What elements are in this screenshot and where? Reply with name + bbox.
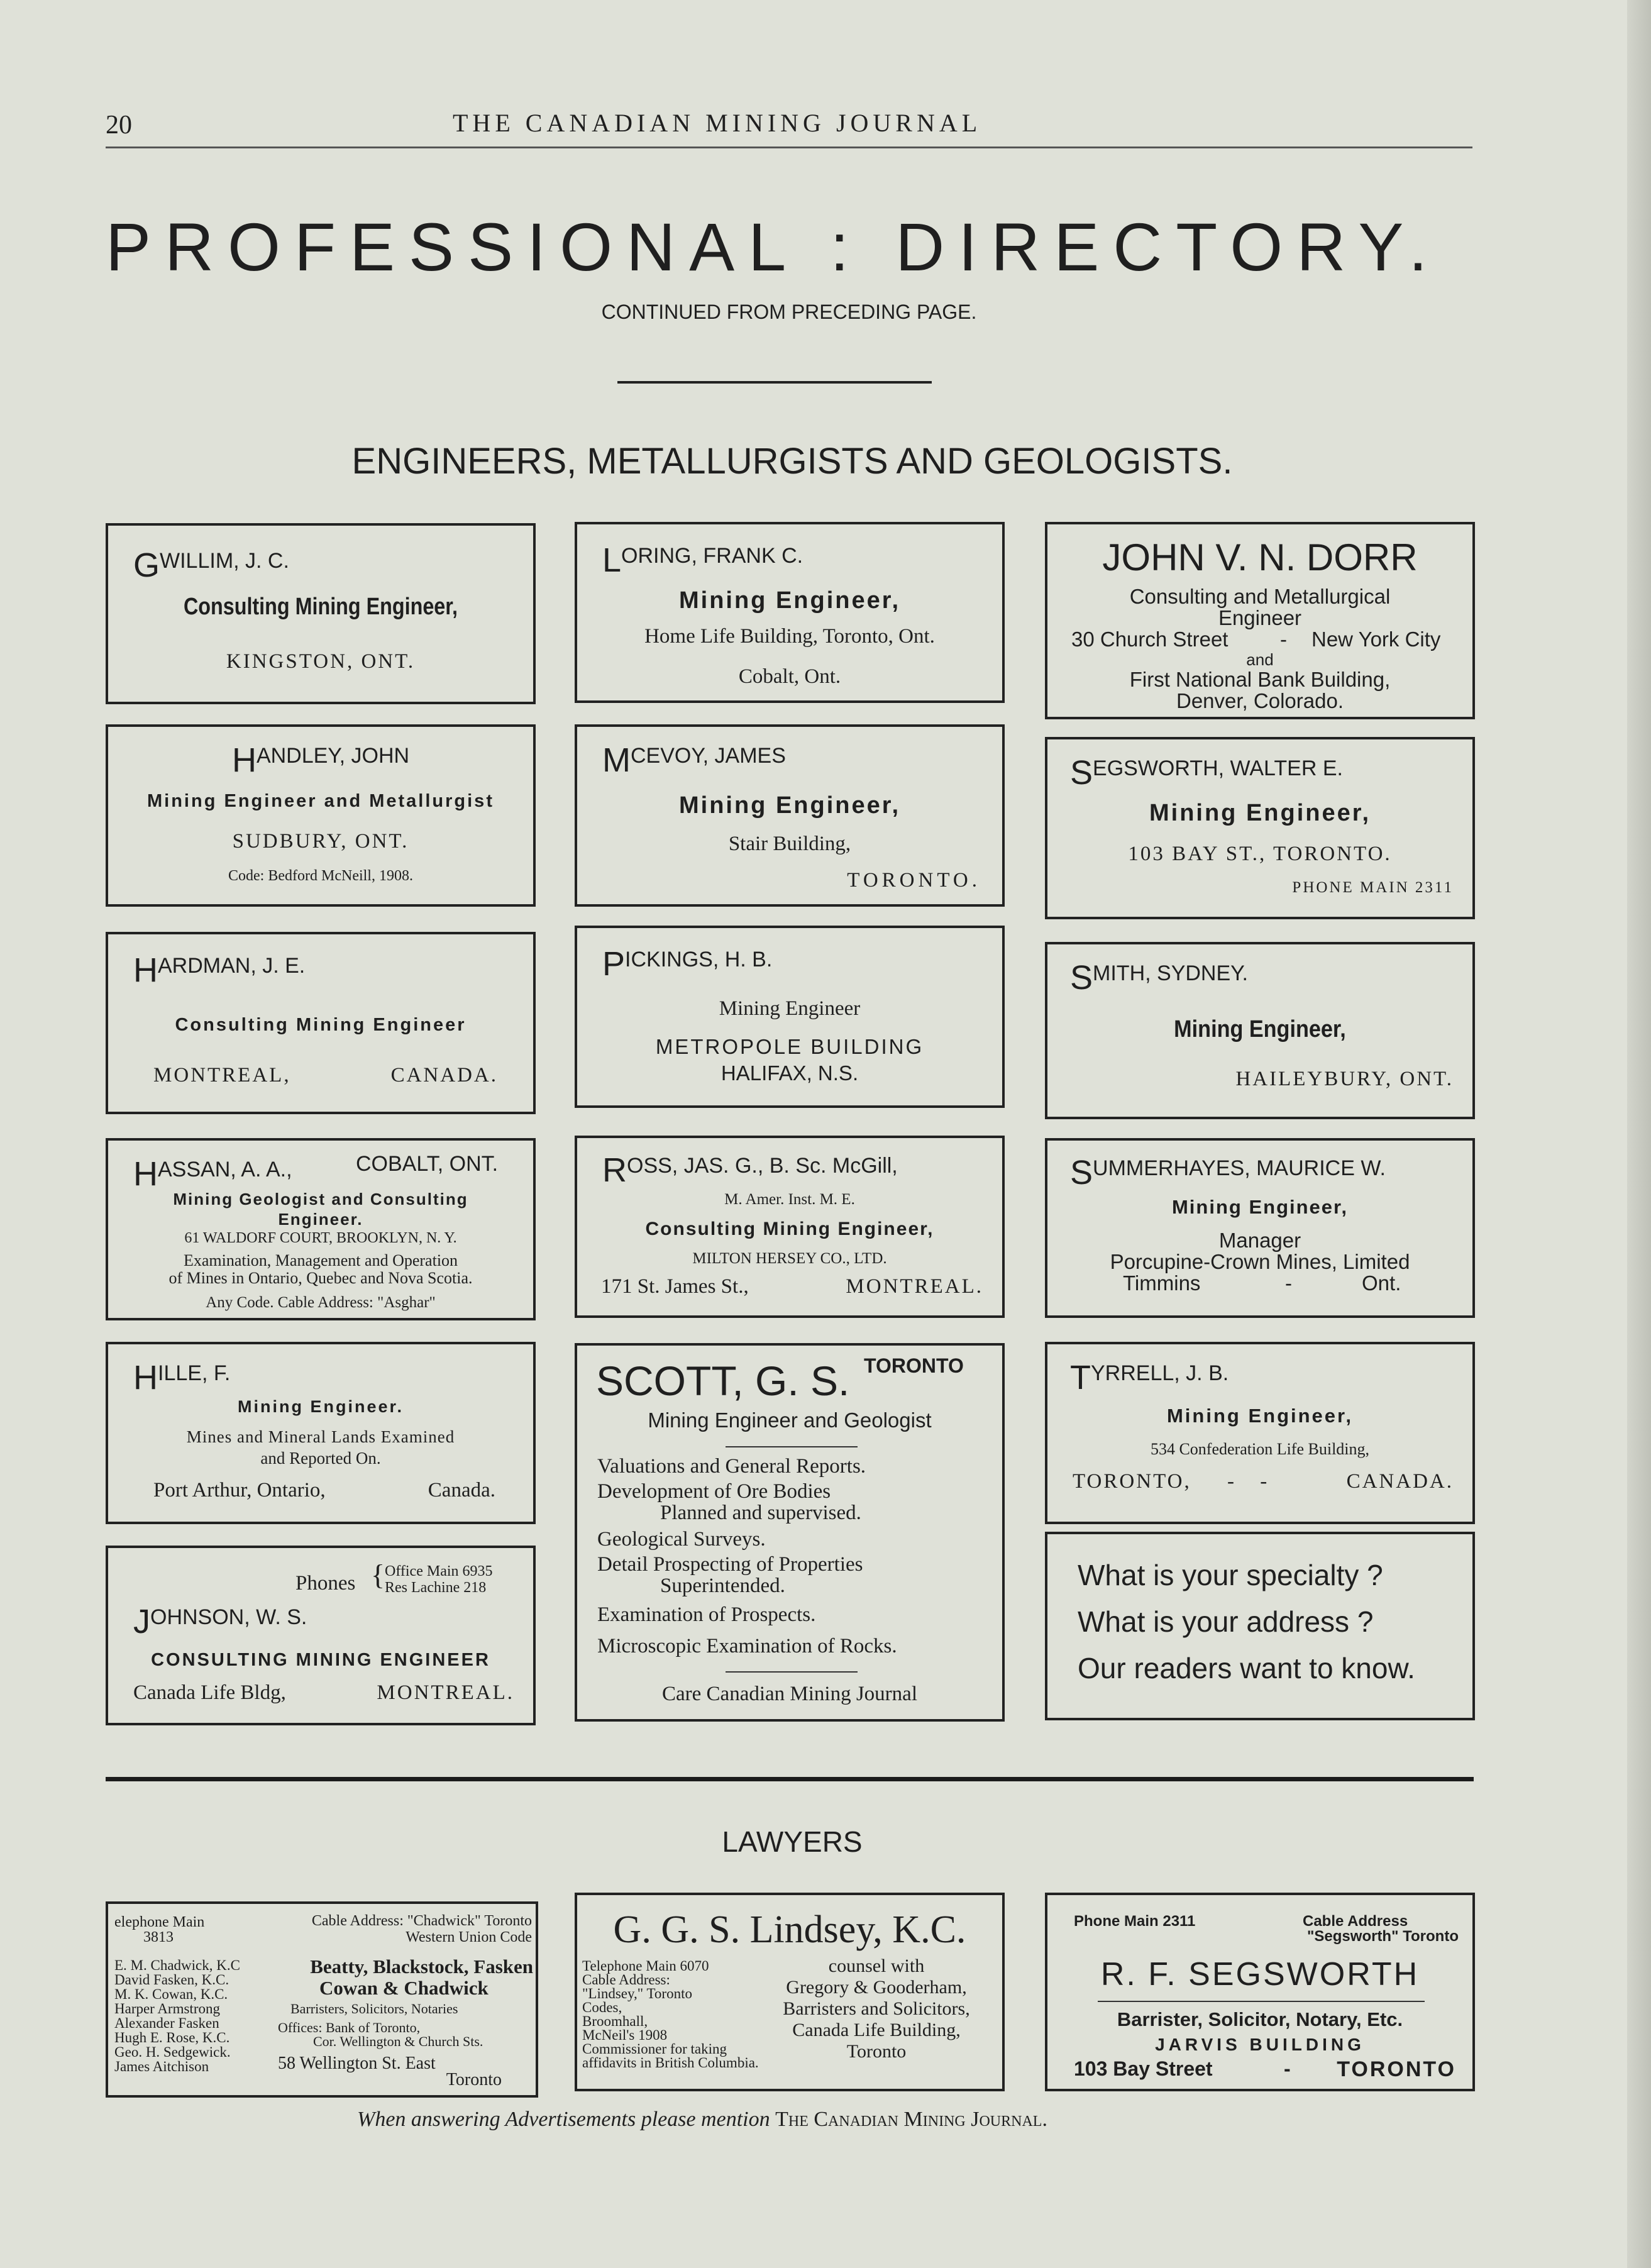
card-line: Consulting and Metallurgical	[1129, 585, 1391, 608]
card-name: SUMMERHAYES, MAURICE W.	[1070, 1154, 1386, 1192]
divider	[1098, 2001, 1425, 2002]
card-name: ROSS, JAS. G., B. Sc. McGill,	[602, 1151, 898, 1189]
card-title: Mining Engineer,	[1174, 1016, 1346, 1043]
card-title: Consulting Mining Engineer,	[645, 1219, 934, 1239]
card-title: Mining Engineer,	[1166, 1405, 1353, 1427]
card-johnson	[106, 1546, 536, 1725]
card-city: MONTREAL.	[377, 1681, 514, 1704]
card-address: 103 Bay Street	[1074, 2057, 1213, 2080]
card-hardman	[106, 932, 536, 1114]
card-city: SUDBURY, ONT.	[232, 830, 409, 853]
card-name: MCEVOY, JAMES	[602, 741, 786, 779]
card-dorr	[1045, 522, 1475, 719]
card-city: Port Arthur, Ontario,	[153, 1479, 326, 1502]
partner-name: Alexander Fasken	[114, 2015, 219, 2031]
partner-name: James Aitchison	[114, 2059, 209, 2074]
card-city: MONTREAL.	[846, 1275, 983, 1298]
card-phone: 3813	[143, 1929, 174, 1945]
card-address: Stair Building,	[728, 833, 851, 855]
card-description: Barrister, Solicitor, Notary, Etc.	[1117, 2008, 1403, 2030]
card-summerhayes	[1045, 1138, 1475, 1318]
card-line: of Mines in Ontario, Quebec and Nova Scotia.	[168, 1269, 473, 1287]
card-country: Canada.	[428, 1479, 495, 1502]
card-title: Mining Engineer,	[678, 587, 901, 614]
card-line: METROPOLE BUILDING	[655, 1035, 924, 1058]
counsel-line: Canada Life Building,	[792, 2020, 961, 2040]
card-title: Mining Engineer.	[237, 1397, 404, 1416]
card-title: Mining Engineer,	[1171, 1196, 1348, 1218]
card-building: JARVIS BUILDING	[1155, 2035, 1365, 2054]
page-title: PROFESSIONAL : DIRECTORY.	[106, 209, 1442, 285]
card-address: 171 St. James St.,	[601, 1275, 749, 1298]
card-city: TORONTO	[864, 1354, 964, 1377]
contact-line: Broomhall,	[582, 2013, 648, 2029]
card-title: Mining Geologist and Consulting	[173, 1190, 468, 1209]
divider	[617, 381, 932, 384]
footer-text: When answering Advertisements please mention	[357, 2108, 770, 2131]
card-line: and	[1246, 650, 1274, 669]
card-dash: -	[1280, 628, 1287, 651]
card-phones-label: Phones	[295, 1572, 356, 1595]
contact-line: Telephone Main 6070	[582, 1958, 709, 1974]
card-title: CONSULTING MINING ENGINEER	[151, 1650, 490, 1670]
card-lindsey	[575, 1893, 1005, 2091]
card-phone: elephone Main	[114, 1914, 205, 1930]
card-line: Denver, Colorado.	[1176, 689, 1344, 712]
card-promo	[1045, 1532, 1475, 1720]
card-address: 30 Church Street	[1071, 628, 1229, 651]
card-city: TORONTO.	[847, 869, 981, 892]
card-handley	[106, 724, 536, 907]
card-country: CANADA.	[1346, 1470, 1454, 1493]
section-divider	[106, 1777, 1474, 1781]
card-name: GWILLIM, J. C.	[133, 546, 289, 584]
header-rule	[106, 147, 1472, 148]
contact-list	[582, 1959, 759, 2070]
card-city: Timmins	[1123, 1271, 1201, 1295]
card-dash: -	[1285, 1271, 1292, 1295]
journal-header: THE CANADIAN MINING JOURNAL	[453, 109, 982, 137]
firm-offices: Offices: Bank of Toronto,	[278, 2020, 421, 2035]
footer-note	[357, 2108, 1047, 2132]
card-country: CANADA.	[390, 1064, 498, 1087]
card-city: MONTREAL,	[153, 1064, 291, 1087]
card-city: COBALT, ONT.	[356, 1152, 499, 1176]
card-name: HARDMAN, J. E.	[133, 951, 306, 989]
service-item: Development of Ore Bodies	[597, 1480, 831, 1503]
divider	[726, 1671, 858, 1673]
card-city: HAILEYBURY, ONT.	[1235, 1068, 1454, 1090]
divider	[726, 1446, 858, 1447]
contact-line: Codes,	[582, 2000, 622, 2015]
service-item: Geological Surveys.	[597, 1528, 766, 1551]
card-name: HANDLEY, JOHN	[231, 741, 410, 779]
card-line: MILTON HERSEY CO., LTD.	[692, 1250, 887, 1267]
service-item: Superintended.	[660, 1574, 785, 1597]
partner-name: M. K. Cowan, K.C.	[114, 1986, 228, 2002]
service-item: Valuations and General Reports.	[597, 1455, 866, 1478]
card-scott	[575, 1343, 1005, 1722]
contact-line: Commissioner for taking	[582, 2041, 727, 2057]
section-heading-engineers: ENGINEERS, METALLURGISTS AND GEOLOGISTS.	[351, 441, 1233, 482]
card-name: HASSAN, A. A.,	[133, 1155, 292, 1193]
promo-line: Our readers want to know.	[1078, 1652, 1415, 1684]
counsel-list	[751, 1955, 1002, 2062]
card-smith	[1045, 942, 1475, 1119]
card-line: Engineer	[1218, 606, 1302, 629]
card-hassan	[106, 1138, 536, 1320]
card-gwillim	[106, 523, 536, 704]
promo-line: What is your address ?	[1078, 1605, 1374, 1638]
card-beatty-blackstock	[106, 1901, 538, 2098]
card-address: Canada Life Bldg,	[133, 1681, 286, 1704]
brace-icon: {	[371, 1559, 385, 1591]
card-code: Western Union Code	[406, 1929, 532, 1945]
card-name: SMITH, SYDNEY.	[1070, 959, 1248, 997]
card-line: and Reported On.	[260, 1449, 381, 1468]
card-name: JOHNSON, W. S.	[133, 1603, 307, 1640]
contact-line: affidavits in British Columbia.	[582, 2055, 759, 2071]
card-address: 103 BAY ST., TORONTO.	[1128, 843, 1392, 865]
card-name: HILLE, F.	[133, 1359, 231, 1397]
card-line: Mines and Mineral Lands Examined	[186, 1427, 455, 1446]
card-name: JOHN V. N. DORR	[1102, 536, 1418, 578]
contact-line: Cable Address:	[582, 1972, 670, 1988]
card-name: G. G. S. Lindsey, K.C.	[613, 1908, 966, 1951]
card-line: First National Bank Building,	[1129, 668, 1391, 691]
card-phone: Res Lachine 218	[385, 1579, 487, 1596]
page-number: 20	[106, 111, 132, 140]
card-address: 61 WALDORF COURT, BROOKLYN, N. Y.	[184, 1230, 457, 1246]
partner-name: Geo. H. Sedgewick.	[114, 2044, 231, 2060]
card-title: Consulting Mining Engineer,	[183, 594, 458, 620]
card-name: LORING, FRANK C.	[602, 541, 803, 579]
card-line: Manager	[1218, 1229, 1301, 1252]
card-care: Care Canadian Mining Journal	[662, 1683, 917, 1705]
contact-line: McNeil's 1908	[582, 2027, 668, 2043]
card-city: TORONTO,	[1073, 1470, 1191, 1493]
firm-description: Barristers, Solicitors, Notaries	[290, 2001, 458, 2016]
card-address: 58 Wellington St. East	[278, 2054, 436, 2073]
card-mcevoy	[575, 724, 1005, 907]
card-line: HALIFAX, N.S.	[721, 1061, 859, 1085]
card-line: Examination, Management and Operation	[183, 1251, 458, 1270]
card-cable: "Segsworth" Toronto	[1307, 1928, 1459, 1945]
card-segsworth-walter	[1045, 737, 1475, 919]
card-title: Mining Engineer,	[678, 792, 901, 819]
card-city: New York City	[1311, 628, 1441, 651]
card-city: KINGSTON, ONT.	[226, 650, 416, 673]
card-title: Mining Engineer	[719, 997, 861, 1020]
counsel-line: Toronto	[846, 2041, 907, 2062]
service-item: Examination of Prospects.	[597, 1603, 816, 1626]
service-item: Detail Prospecting of Properties	[597, 1553, 863, 1576]
card-name: PICKINGS, H. B.	[602, 945, 773, 983]
firm-offices: Cor. Wellington & Church Sts.	[313, 2033, 483, 2049]
card-cable: Cable Address	[1303, 1913, 1408, 1930]
card-segsworth-r	[1045, 1893, 1475, 2091]
card-city: TORONTO	[1337, 2057, 1456, 2081]
card-name: SCOTT, G. S.	[596, 1358, 850, 1404]
promo-line: What is your specialty ?	[1078, 1559, 1383, 1591]
partner-name: Harper Armstrong	[114, 2001, 220, 2016]
service-item: Planned and supervised.	[660, 1502, 861, 1524]
partner-name: E. M. Chadwick, K.C	[114, 1957, 240, 1973]
card-phone: PHONE MAIN 2311	[1292, 879, 1454, 896]
section-heading-lawyers: LAWYERS	[722, 1825, 863, 1858]
partner-name: Hugh E. Rose, K.C.	[114, 2030, 230, 2045]
service-item: Microscopic Examination of Rocks.	[597, 1635, 897, 1657]
card-code: Any Code. Cable Address: "Asghar"	[206, 1294, 436, 1311]
contact-line: "Lindsey," Toronto	[582, 1986, 692, 2001]
card-dash: - -	[1227, 1470, 1267, 1493]
card-phone: Phone Main 2311	[1074, 1913, 1196, 1930]
partner-name: David Fasken, K.C.	[114, 1972, 229, 1988]
counsel-line: counsel with	[828, 1955, 925, 1976]
card-address: Home Life Building, Toronto, Ont.	[644, 625, 935, 648]
card-title: Mining Engineer,	[1149, 800, 1371, 826]
firm-name: Beatty, Blackstock, Fasken	[310, 1955, 533, 1978]
card-dash: -	[1284, 2057, 1291, 2080]
card-line: Porcupine-Crown Mines, Limited	[1110, 1250, 1410, 1273]
card-phone: Office Main 6935	[385, 1563, 493, 1579]
card-tyrrell	[1045, 1342, 1475, 1524]
card-code: Code: Bedford McNeill, 1908.	[228, 868, 413, 884]
card-title: Mining Engineer and Metallurgist	[147, 791, 494, 811]
counsel-line: Gregory & Gooderham,	[786, 1977, 967, 1998]
footer-journal: The Canadian Mining Journal.	[775, 2108, 1047, 2131]
partner-list	[114, 1958, 240, 2074]
card-title: Mining Engineer and Geologist	[648, 1408, 932, 1432]
counsel-line: Barristers and Solicitors,	[783, 1998, 970, 2019]
card-city: Cobalt, Ont.	[738, 665, 841, 688]
card-name: SEGSWORTH, WALTER E.	[1070, 754, 1343, 792]
card-address: 534 Confederation Life Building,	[1150, 1440, 1370, 1458]
card-loring	[575, 522, 1005, 703]
card-pickings	[575, 926, 1005, 1108]
page-edge	[1627, 0, 1651, 2268]
card-title: Consulting Mining Engineer	[175, 1015, 467, 1035]
firm-name: Cowan & Chadwick	[319, 1977, 489, 1999]
page-subtitle: CONTINUED FROM PRECEDING PAGE.	[601, 301, 977, 323]
card-hille	[106, 1342, 536, 1524]
card-title: Engineer.	[278, 1210, 363, 1229]
card-ross	[575, 1136, 1005, 1318]
card-province: Ont.	[1362, 1271, 1401, 1295]
card-line: M. Amer. Inst. M. E.	[724, 1191, 855, 1208]
card-name: TYRRELL, J. B.	[1070, 1359, 1229, 1397]
card-name: R. F. SEGSWORTH	[1100, 1956, 1420, 1993]
card-cable: Cable Address: "Chadwick" Toronto	[311, 1913, 532, 1929]
card-city: Toronto	[446, 2070, 502, 2089]
